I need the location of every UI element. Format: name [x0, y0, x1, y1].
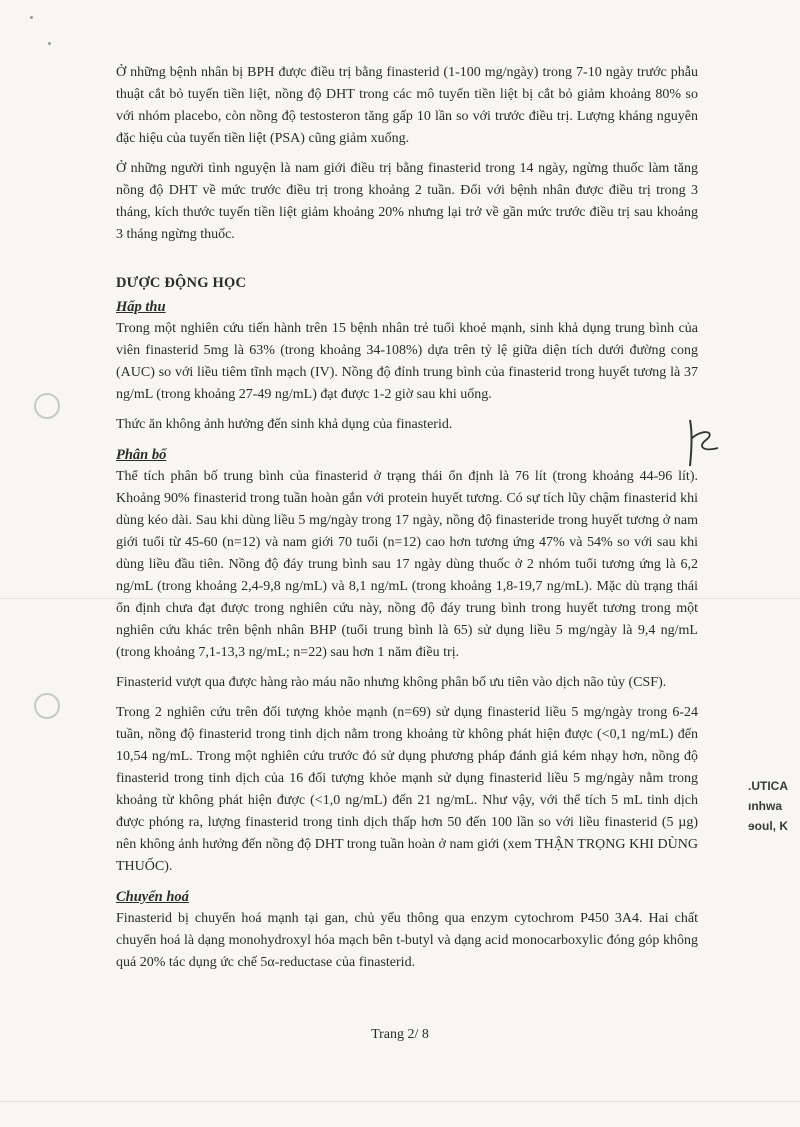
metabolism-paragraph: Finasterid bị chuyển hoá mạnh tại gan, chủ yếu thông qua enzym cytochrom P450 3A4. Hai chất chuyển hoá là dạng monohydroxyl hóa mạch bên t-butyl và dạng acid monocarboxylic đóng góp không quá 20% tác dụng ức chế 5α-reductase của finasterid.	[116, 911, 698, 970]
distribution-paragraph: Trong 2 nghiên cứu trên đối tượng khỏe mạnh (n=69) sử dụng finasterid liều 5 mg/ngày trong 6-24 tuần, nồng độ finasterid trong tinh dịch nằm trong khoảng từ không phát hiện được (<0,1 ng/mL) đến 10,54 ng/mL. Trong một nghiên cứu trước đó sử dụng phương pháp đánh giá kém nhạy hơn, nồng độ finasterid trong tinh dịch của 16 đối tượng khỏe mạnh sử dụng finasterid liều 5 mg/ngày nằm trong khoảng từ không phát hiện được (<1,0 ng/mL) đến 21 ng/mL. Như vậy, với thể tích 5 mL tinh dịch được phóng ra, lượng finasterid trong tinh dịch thấp hơn 50 đến 100 lần so với liều finasterid (5 µg) nên không ảnh hưởng đến nồng độ DHT trong tuần hoàn ở nam giới (xem THẬN TRỌNG KHI DÙNG THUỐC).	[116, 705, 698, 874]
subsection-title-absorption: Hấp thu	[116, 299, 166, 315]
section-title: DƯỢC ĐỘNG HỌC	[116, 275, 247, 291]
margin-fragment: .UTICA	[748, 779, 788, 793]
distribution-paragraph: Thể tích phân bố trung bình của finasterid ở trạng thái ổn định là 76 lít (trong khoảng 44-96 lít). Khoảng 90% finasterid trong tuần hoàn gắn với protein huyết tương. Có sự tích lũy chậm finasterid khi dùng kéo dài. Sau khi dùng liều 5 mg/ngày trong 17 ngày, nồng độ finasteride trong huyết tương ở nam giới tuổi từ 45-60 (n=12) và nam giới 70 tuổi (n=12) cao hơn tương ứng 47% và 54% so với sau khi dùng liều đầu tiên. Nồng độ đáy trung bình sau 17 ngày dùng thuốc ở 2 nhóm tuổi tương ứng là 6,2 ng/mL (trong khoảng 2,4-9,8 ng/mL) và 8,1 ng/mL (trong khoảng 1,8-19,7 ng/mL). Mặc dù trạng thái ổn định chưa đạt được trong nghiên cứu này, nồng độ đáy trung bình trong huyết tương trong một nghiên cứu khác trên bệnh nhân BHP (tuổi trung bình là 65) sử dụng liều 5 mg/ngày là 9,4 ng/mL (trong khoảng 7,1-13,3 ng/mL; n=22) sau hơn 1 năm điều trị.	[116, 469, 698, 660]
handwritten-signature	[684, 416, 724, 472]
distribution-paragraph: Finasterid vượt qua được hàng rào máu não nhưng không phân bố ưu tiên vào dịch não tủy (CSF).	[116, 675, 667, 690]
intro-paragraph: Ở những người tình nguyện là nam giới điều trị bằng finasterid trong 14 ngày, ngừng thuốc làm tăng nồng độ DHT về mức trước điều trị trong khoảng 2 tuần. Đối với bệnh nhân được điều trị trong 3 tháng, kích thước tuyến tiền liệt giảm khoảng 20% nhưng lại trở về gần mức trước điều trị sau khoảng 3 tháng ngừng thuốc.	[116, 161, 698, 242]
subsection-title-distribution: Phân bố	[116, 447, 167, 463]
subsection-title-metabolism: Chuyển hoá	[116, 889, 189, 905]
absorption-paragraph: Trong một nghiên cứu tiến hành trên 15 bệnh nhân trẻ tuổi khoẻ mạnh, sinh khả dụng trung bình của viên finasterid 5mg là 63% (trong khoảng 34-108%) dựa trên tỷ lệ giữa diện tích dưới đường cong (AUC) so với liều tiêm tĩnh mạch (IV). Nồng độ đỉnh trung bình của finasterid trong huyết tương là 37 ng/mL (trong khoảng 27-49 ng/mL) đạt được 1-2 giờ sau khi uống.	[116, 321, 698, 402]
document-body	[116, 62, 698, 982]
margin-fragment: ınhwa	[748, 799, 783, 813]
margin-fragment: ɘoul, K	[748, 819, 789, 833]
page-number: Trang 2/ 8	[371, 1027, 429, 1042]
scan-line	[0, 1101, 800, 1102]
punch-hole	[34, 393, 60, 419]
punch-hole	[34, 693, 60, 719]
absorption-paragraph: Thức ăn không ảnh hưởng đến sinh khả dụng của finasterid.	[116, 417, 453, 432]
scan-speck	[48, 42, 51, 45]
intro-paragraph: Ở những bệnh nhân bị BPH được điều trị bằng finasterid (1-100 mg/ngày) trong 7-10 ngày trước phẫu thuật cắt bỏ tuyến tiền liệt, nồng độ DHT trong các mô tuyến tiền liệt bị cắt bỏ giảm khoảng 80% so với nhóm placebo, còn nồng độ testosteron tăng gấp 10 lần so với trước điều trị. Lượng kháng nguyên đặc hiệu của tuyến tiền liệt (PSA) cũng giảm xuống.	[116, 65, 698, 146]
scan-speck	[30, 16, 33, 19]
